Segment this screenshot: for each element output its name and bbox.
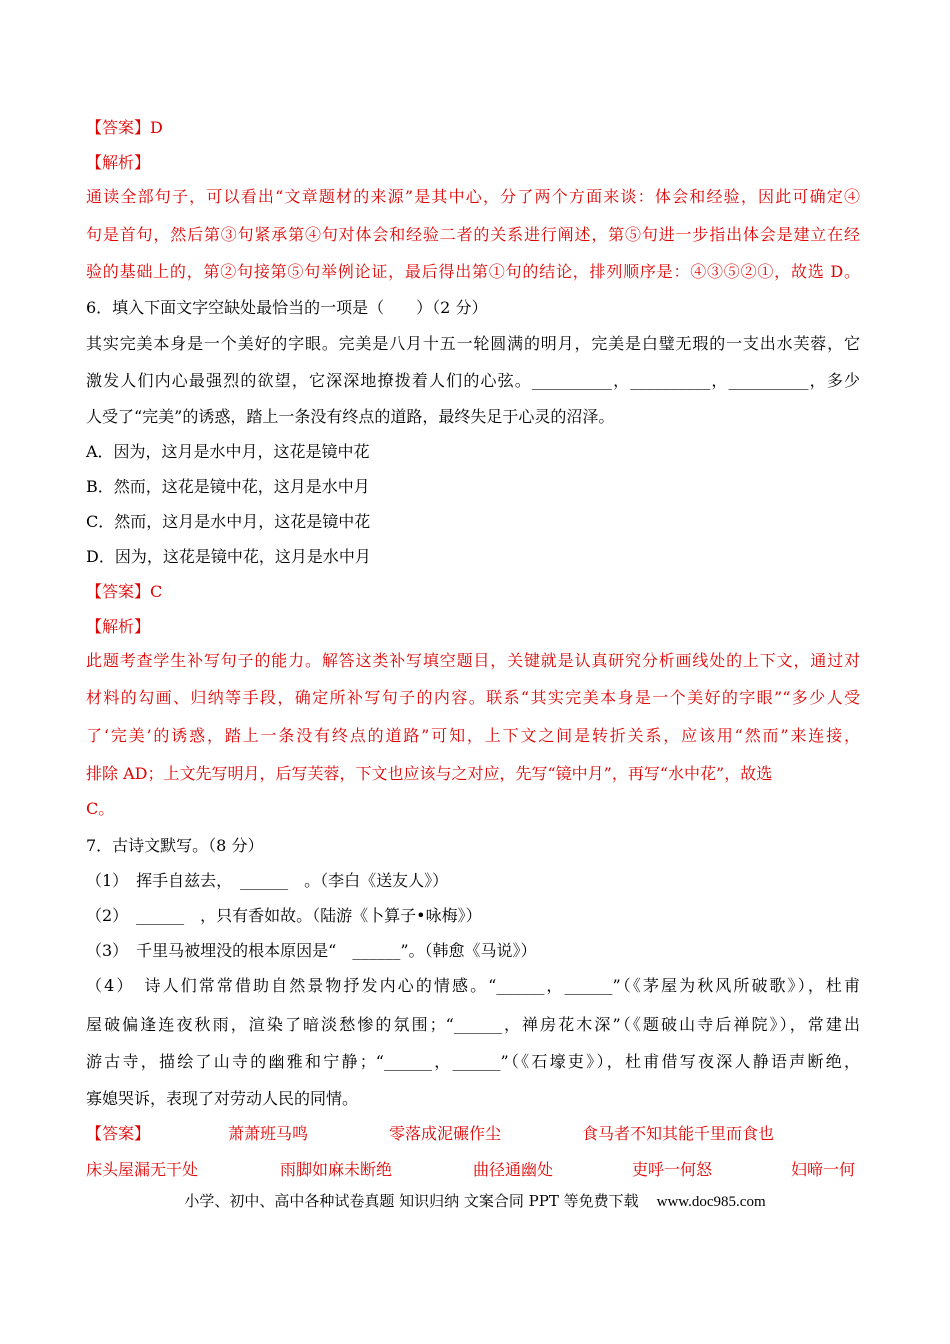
option-c: C．然而，这月是水中月，这花是镜中花 [86,512,371,531]
item-line: 寡媳哭诉，表现了对劳动人民的同情。 [86,1089,359,1108]
answer-tag: 【答案】 [86,118,151,137]
answer-item: 妇啼一何 [791,1160,856,1179]
answer-item: 曲径通幽处 [473,1160,554,1179]
option-b: B．然而，这花是镜中花，这月是水中月 [86,477,370,496]
answer-item: 萧萧班马鸣 [228,1124,309,1143]
item-line: （4） 诗人们常常借助自然景物抒发内心的情感。“______，______”（《茅屋为秋风所破歌》），杜甫 [86,976,860,995]
option-d: D．因为，这花是镜中花，这月是水中月 [86,547,371,566]
analysis-line: 材料的勾画、归纳等手段，确定所补写句子的内容。联系“其实完美本身是一个美好的字眼”“多少人受 [86,688,860,707]
footer-url[interactable]: www.doc985.com [656,1194,766,1210]
footer-text: 小学、初中、高中各种试卷真题 知识归纳 文案合同 PPT 等免费下载 [184,1192,639,1210]
analysis-line: C。 [86,799,115,818]
analysis-line: 通读全部句子，可以看出“文章题材的来源”是其中心，分了两个方面来谈：体会和经验，因此可确定④ [86,187,860,206]
analysis-line: 排除 AD；上文先写明月，后写芙蓉，下文也应该与之对应，先写“镜中月”，再写“水中花”，故选 [86,764,773,783]
question-stem: 6．填入下面文字空缺处最恰当的一项是（ ）（2 分） [86,298,488,317]
answer-tag: 【答案】 [86,1124,151,1143]
item-line: 游古寺，描绘了山寺的幽雅和宁静；“______，______”（《石壕吏》），杜甫借写夜深人静语声断绝， [86,1052,860,1071]
answer-value: D [150,118,163,137]
analysis-tag: 【解析】 [86,153,151,172]
passage-line: 其实完美本身是一个美好的字眼。完美是八月十五一轮圆满的明月，完美是白璧无瑕的一支出水芙蓉，它 [86,334,860,353]
question-stem: 7．古诗文默写。（8 分） [86,836,264,855]
analysis-line: 了‘完美’的诱惑，踏上一条没有终点的道路”可知，上下文之间是转折关系，应该用“然而”来连接， [86,726,860,745]
answer-item: 吏呼一何怒 [632,1160,713,1179]
page-footer [0,1192,950,1211]
answer-tag: 【答案】 [86,582,151,601]
analysis-line: 句是首句，然后第③句紧承第④句对体会和经验二者的关系进行阐述，第⑤句进一步指出体会是建立在经 [86,225,860,244]
passage-line: 人受了“完美”的诱惑，踏上一条没有终点的道路，最终失足于心灵的沼泽。 [86,407,615,426]
q6-answer-line [86,582,162,602]
answer-item: 雨脚如麻未断绝 [280,1160,393,1179]
analysis-tag: 【解析】 [86,617,151,636]
item-line: 屋破偏逢连夜秋雨，渲染了暗淡愁惨的氛围；“______，禅房花木深”（《题破山寺后禅院》），常建出 [86,1015,860,1034]
option-a: A．因为，这月是水中月，这花是镜中花 [86,442,370,461]
item-line: （2） ______ ，只有香如故。（陆游《卜算子•咏梅》） [86,906,482,925]
answer-item: 食马者不知其能千里而食也 [582,1124,775,1143]
analysis-line: 验的基础上的，第②句接第⑤句举例论证，最后得出第①句的结论，排列顺序是：④③⑤②①，故选 D。 [86,262,860,281]
item-line: （3） 千里马被埋没的根本原因是“ ______”。（韩愈《马说》） [86,941,537,960]
answer-value: C [150,582,163,601]
passage-line: 激发人们内心最强烈的欲望，它深深地撩拨着人们的心弦。__________，__________，__________，多少 [86,371,860,390]
answer-item: 零落成泥碾作尘 [389,1124,502,1143]
item-line: （1） 挥手自兹去， ______ 。（李白《送友人》） [86,871,449,890]
answer-item: 床头屋漏无干处 [86,1160,199,1179]
q5-answer-line [86,118,163,138]
analysis-line: 此题考查学生补写句子的能力。解答这类补写填空题目，关键就是认真研究分析画线处的上下文，通过对 [86,651,860,670]
